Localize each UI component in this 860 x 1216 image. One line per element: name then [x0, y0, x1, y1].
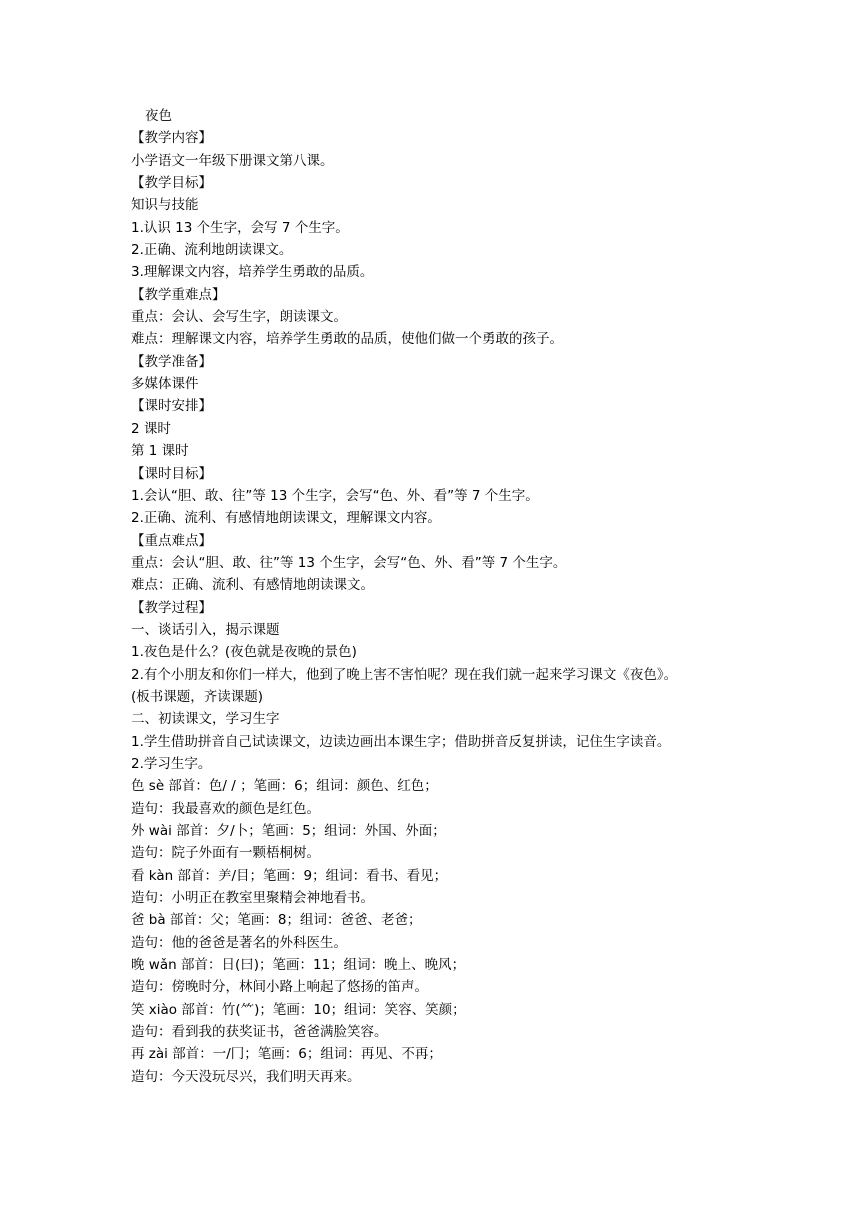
- subsection-heading: 一、谈话引入，揭示课题: [131, 621, 280, 638]
- lesson-title: 夜色: [145, 108, 172, 124]
- text-line: 重点：会认“胆、敢、往”等 13 个生字，会写“色、外、看”等 7 个生字。: [131, 554, 567, 571]
- text-line: 难点：理解课文内容，培养学生勇敢的品质，使他们做一个勇敢的孩子。: [131, 331, 563, 348]
- text-line: 难点：正确、流利、有感情地朗读课文。: [131, 577, 374, 594]
- text-line: 2.学习生字。: [131, 755, 212, 772]
- example-sentence: 造句：院子外面有一颗梧桐树。: [131, 845, 320, 862]
- example-sentence: 造句：我最喜欢的颜色是红色。: [131, 800, 320, 817]
- character-entry: 色 sè 部首：色/ / ；笔画：6；组词：颜色、红色；: [131, 778, 438, 795]
- text-line: 2.正确、流利、有感情地朗读课文，理解课文内容。: [131, 510, 441, 527]
- subsection-heading: 二、初读课文，学习生字: [131, 711, 280, 728]
- section-heading: 【教学准备】: [131, 353, 212, 370]
- text-line: 小学语文一年级下册课文第八课。: [131, 152, 334, 169]
- character-entry: 笑 xiào 部首：竹(⺮)；笔画：10；组词：笑容、笑颜；: [131, 1001, 466, 1018]
- text-line: 3.理解课文内容，培养学生勇敢的品质。: [131, 264, 374, 281]
- text-line: 1.认识 13 个生字，会写 7 个生字。: [131, 219, 349, 236]
- example-sentence: 造句：今天没玩尽兴，我们明天再来。: [131, 1068, 361, 1085]
- text-line: 1.会认“胆、敢、往”等 13 个生字，会写“色、外、看”等 7 个生字。: [131, 487, 539, 504]
- text-line: 2.有个小朋友和你们一样大，他到了晚上害不害怕呢？现在我们就一起来学习课文《夜色》。: [131, 666, 678, 683]
- example-sentence: 造句：小明正在教室里聚精会神地看书。: [131, 890, 374, 907]
- section-heading: 【重点难点】: [131, 532, 212, 549]
- text-line: 第 1 课时: [131, 443, 189, 460]
- section-heading: 【课时目标】: [131, 465, 212, 482]
- text-line: 2 课时: [131, 420, 171, 437]
- section-heading: 【教学过程】: [131, 599, 212, 616]
- character-entry: 看 kàn 部首：⺶/目；笔画：9；组词：看书、看见；: [131, 867, 448, 884]
- lesson-plan-text: [131, 105, 841, 1088]
- character-entry: 外 wài 部首：夕/卜；笔画：5；组词：外国、外面；: [131, 823, 446, 839]
- section-heading: 【教学重难点】: [131, 286, 226, 303]
- text-line: 2.正确、流利地朗读课文。: [131, 242, 293, 259]
- text-line: 多媒体课件: [131, 376, 199, 393]
- text-line: (板书课题，齐读课题): [131, 688, 264, 705]
- text-line: 1.学生借助拼音自己试读课文，边读边画出本课生字；借助拼音反复拼读，记住生字读音。: [131, 733, 671, 750]
- character-entry: 爸 bà 部首：父；笔画：8；组词：爸爸、老爸；: [131, 912, 422, 929]
- example-sentence: 造句：傍晚时分，林间小路上响起了悠扬的笛声。: [131, 979, 428, 996]
- example-sentence: 造句：他的爸爸是著名的外科医生。: [131, 934, 347, 951]
- text-line: 重点：会认、会写生字，朗读课文。: [131, 309, 347, 326]
- section-heading: 【教学目标】: [131, 175, 212, 192]
- text-line: 知识与技能: [131, 197, 199, 214]
- example-sentence: 造句：看到我的获奖证书，爸爸满脸笑容。: [131, 1024, 388, 1041]
- section-heading: 【教学内容】: [131, 130, 212, 147]
- character-entry: 再 zài 部首：一/冂；笔画：6；组词：再见、不再；: [131, 1046, 442, 1063]
- text-line: 1.夜色是什么？(夜色就是夜晚的景色): [131, 644, 357, 661]
- character-entry: 晚 wǎn 部首：日(曰)；笔画：11；组词：晚上、晚风；: [131, 957, 466, 974]
- section-heading: 【课时安排】: [131, 398, 212, 415]
